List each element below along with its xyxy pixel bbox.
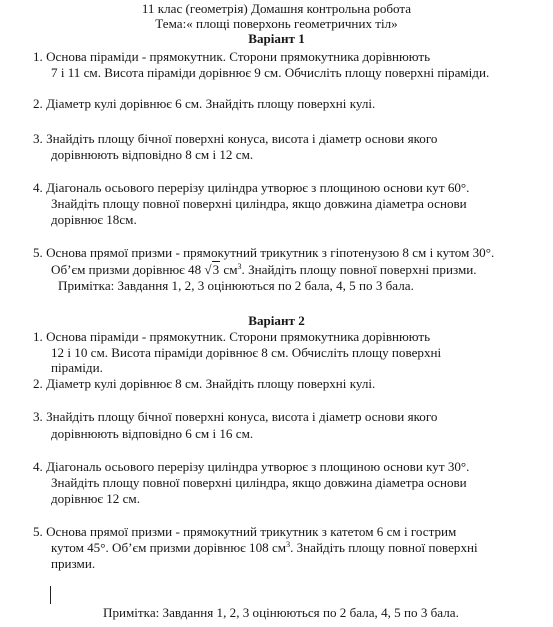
v2-task-5-text-b: . Знайдіть площу повної поверхні xyxy=(290,540,478,555)
v2-task-5-line-2 xyxy=(51,540,478,555)
document-title: 11 клас (геометрія) Домашня контрольна робота xyxy=(141,1,412,16)
v2-task-5-line-3: призми. xyxy=(51,556,96,571)
v2-task-3-line-2: дорівнюють відповідно 6 см і 16 см. xyxy=(51,426,254,441)
v1-task-5-unit: см xyxy=(223,262,238,277)
v1-task-1-line-1: 1. Основа піраміди - прямокутник. Сторони прямокутника дорівнюють xyxy=(33,49,431,64)
document-topic: Тема:« площі поверхонь геометричних тіл» xyxy=(155,16,398,31)
v2-task-4-line-2: Знайдіть площу повної поверхні циліндра, якщо довжина діаметра основи xyxy=(51,475,467,490)
v1-task-4-line-3: дорівнює 18см. xyxy=(51,212,137,227)
v2-task-3-line-1: 3. Знайдіть площу бічної поверхні конуса, висота і діаметр основи якого xyxy=(33,409,438,424)
v1-task-5-text-a: Об’єм призми дорівнює 48 xyxy=(51,262,202,277)
v2-task-4-line-3: дорівнює 12 см. xyxy=(51,491,140,506)
v1-task-2-line-1: 2. Діаметр кулі дорівнює 6 см. Знайдіть площу поверхні кулі. xyxy=(33,96,376,111)
v1-task-3-line-2: дорівнюють відповідно 8 см і 12 см. xyxy=(51,147,254,162)
v1-task-5-line-1: 5. Основа прямої призми - прямокутний трикутник з гіпотенузою 8 см і кутом 30°. xyxy=(33,245,495,260)
v1-task-1-line-2: 7 і 11 см. Висота піраміди дорівнює 9 см. Обчисліть площу поверхні піраміди. xyxy=(51,65,490,80)
v2-task-1-line-2: 12 і 10 см. Висота піраміди дорівнює 8 см. Обчисліть площу поверхні xyxy=(51,345,442,360)
v2-task-5-text-a: кутом 45°. Об’єм призми дорівнює 108 см xyxy=(51,540,287,555)
square-root-symbol: √3 xyxy=(204,262,220,277)
v2-task-5-unit-exponent: 3 xyxy=(286,540,291,549)
v2-note: Примітка: Завдання 1, 2, 3 оцінюються по 2 бала, 4, 5 по 3 бала. xyxy=(103,605,459,620)
v1-task-3-line-1: 3. Знайдіть площу бічної поверхні конуса, висота і діаметр основи якого xyxy=(33,131,438,146)
text-cursor xyxy=(50,586,51,604)
radicand: 3 xyxy=(212,262,220,277)
v2-task-4-line-1: 4. Діагональ осьового перерізу циліндра утворює з площиною основи кут 30°. xyxy=(33,459,470,474)
v2-task-5-line-1: 5. Основа прямої призми - прямокутний трикутник з катетом 6 см і гострим xyxy=(33,524,457,539)
v1-task-5-text-c: . Знайдіть площу повної поверхні призми. xyxy=(241,262,477,277)
v1-task-5-unit-exponent: 3 xyxy=(237,262,242,271)
v2-task-1-line-3: піраміди. xyxy=(51,360,103,375)
v2-task-2-line-1: 2. Діаметр кулі дорівнює 8 см. Знайдіть площу поверхні кулі. xyxy=(33,376,376,391)
v1-task-5-line-2 xyxy=(51,262,477,277)
v2-task-1-line-1: 1. Основа піраміди - прямокутник. Сторони прямокутника дорівнюють xyxy=(33,329,431,344)
v1-note: Примітка: Завдання 1, 2, 3 оцінюються по 2 бала, 4, 5 по 3 бала. xyxy=(58,278,414,293)
variant-1-heading: Варіант 1 xyxy=(248,31,305,46)
v1-task-4-line-1: 4. Діагональ осьового перерізу циліндра утворює з площиною основи кут 60°. xyxy=(33,180,470,195)
v1-task-4-line-2: Знайдіть площу повної поверхні циліндра, якщо довжина діаметра основи xyxy=(51,196,467,211)
variant-2-heading: Варіант 2 xyxy=(248,313,305,328)
